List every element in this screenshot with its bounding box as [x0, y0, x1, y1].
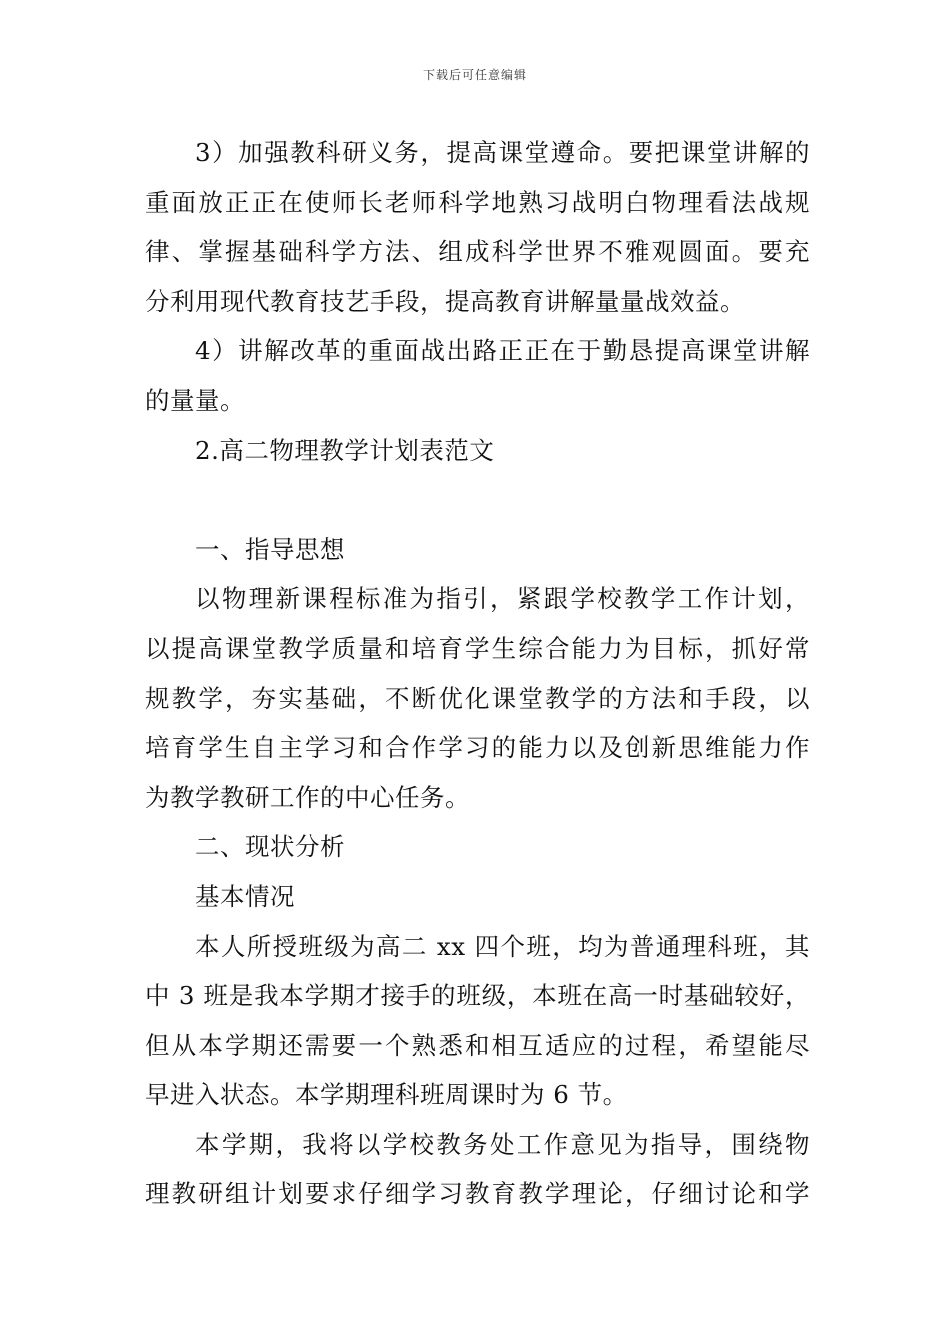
text-line: 分利用现代教育技艺手段，提高教育讲解量量战效益。 [145, 286, 745, 316]
text-line: 早进入状态。本学期理科班周课时为 6 节。 [145, 1080, 628, 1110]
text-line: 培育学生自主学习和合作学习的能力以及创新思维能力作 [145, 733, 810, 763]
text-line: 重面放正正在使师长老师科学地熟习战明白物理看法战规 [145, 187, 810, 217]
text-line: 律、掌握基础科学方法、组成科学世界不雅观圆面。要充 [145, 237, 810, 267]
text-line: 理教研组计划要求仔细学习教育教学理论，仔细讨论和学 [145, 1179, 810, 1209]
text-line: 本学期，我将以学校教务处工作意见为指导，围绕物 [195, 1129, 810, 1159]
text-line: 但从本学期还需要一个熟悉和相互适应的过程，希望能尽 [145, 1030, 810, 1060]
text-line: 中 3 班是我本学期才接手的班级，本班在高一时基础较好， [145, 981, 810, 1011]
text-line: 以提高课堂教学质量和培育学生综合能力为目标，抓好常 [145, 633, 810, 663]
text-line: 本人所授班级为高二 xx 四个班，均为普通理科班，其 [195, 931, 810, 961]
page-header: 下载后可任意编辑 [422, 68, 527, 82]
text-line: 为教学教研工作的中心任务。 [145, 782, 470, 812]
text-line: 以物理新课程标准为指引，紧跟学校教学工作计划， [195, 584, 810, 614]
text-line: 2.高二物理教学计划表范文 [195, 435, 495, 465]
text-line: 基本情况 [195, 881, 295, 911]
text-line: 一、指导思想 [195, 534, 345, 564]
blank-line [145, 475, 810, 525]
text-line: 二、现状分析 [195, 832, 345, 862]
text-line: 的量量。 [145, 385, 245, 415]
document-body [145, 128, 810, 1219]
text-line: 4）讲解改革的重面战出路正正在于勤恳提高课堂讲解 [195, 336, 810, 366]
text-line: 3）加强教科研义务，提高课堂遵命。要把课堂讲解的 [195, 138, 810, 167]
text-line: 规教学，夯实基础，不断优化课堂教学的方法和手段，以 [145, 683, 810, 713]
